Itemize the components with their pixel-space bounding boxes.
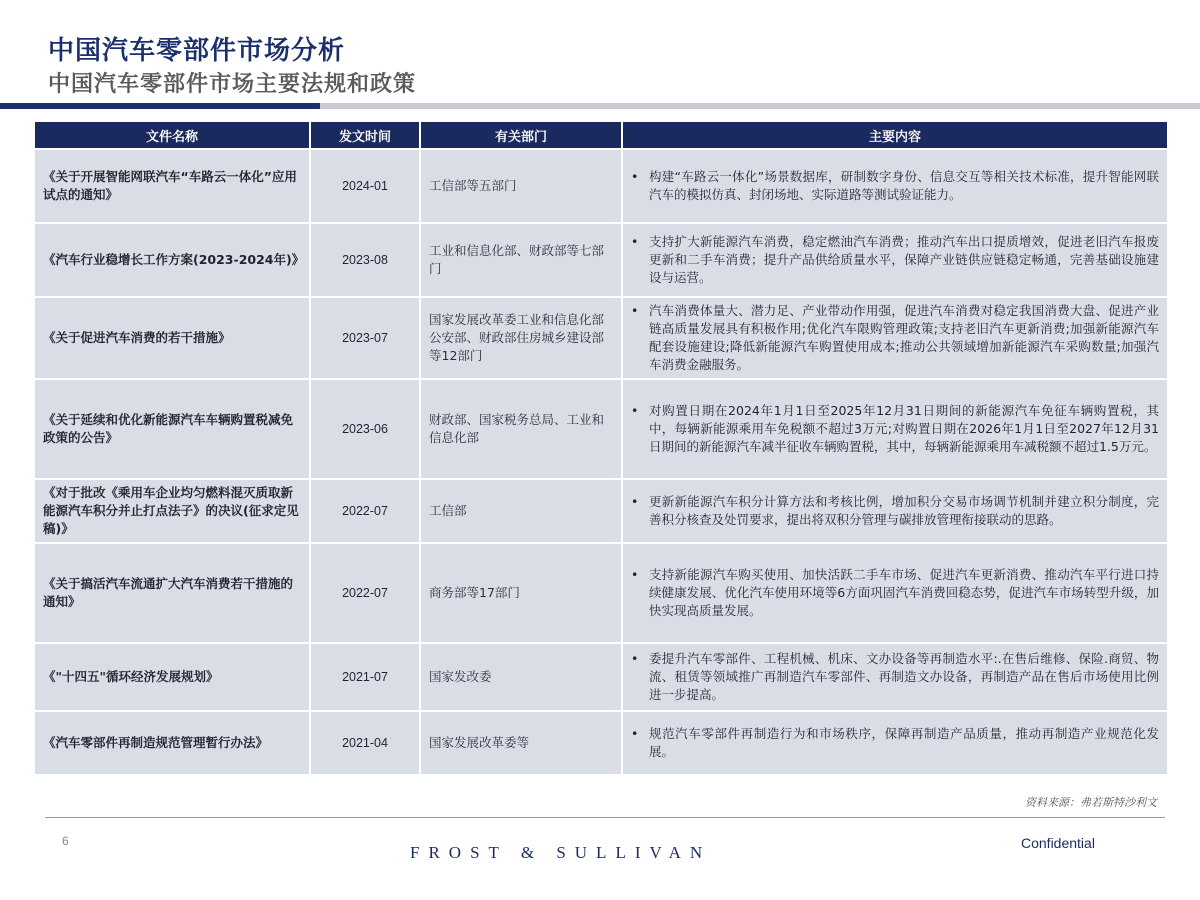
bullet-icon: • [631, 567, 639, 582]
document-name: 《汽车零部件再制造规范管理暂行办法》 [35, 712, 309, 774]
content-text: 更新新能源汽车积分计算方法和考核比例，增加积分交易市场调节机制并建立积分制度，完善积分核查及处罚要求，提出将双积分管理与碳排放管理衔接联动的思路。 [649, 494, 1159, 527]
department: 国家发展改革委工业和信息化部公安部、财政部住房城乡建设部等12部门 [421, 298, 621, 378]
column-header-department: 有关部门 [421, 122, 621, 148]
brand-logo: FROST & SULLIVAN [410, 843, 712, 862]
document-name: 《"十四五"循环经济发展规划》 [35, 644, 309, 710]
department: 财政部、国家税务总局、工业和信息化部 [421, 380, 621, 478]
confidential-label: Confidential [1021, 835, 1095, 851]
department: 国家发改委 [421, 644, 621, 710]
table-row [35, 298, 1167, 378]
bullet-icon: • [631, 403, 639, 418]
main-content [623, 712, 1167, 774]
bullet-icon: • [631, 726, 639, 741]
page-title: 中国汽车零部件市场分析 [48, 36, 346, 66]
content-text: 汽车消费体量大、潜力足、产业带动作用强，促进汽车消费对稳定我国消费大盘、促进产业链高质量发展具有积极作用;优化汽车限购管理政策;支持老旧汽车更新消费;加强新能源汽车配套设施建设;降低新能源汽车购置使用成本;推动公共领域增加新能源汽车采购数量;加强汽车消费金融服务。 [649, 303, 1159, 372]
bullet-icon: • [631, 303, 639, 318]
main-content [623, 298, 1167, 378]
table-row [35, 644, 1167, 710]
column-header-document: 文件名称 [35, 122, 309, 148]
document-name: 《关于开展智能网联汽车“车路云一体化”应用试点的通知》 [35, 150, 309, 222]
table-row [35, 150, 1167, 222]
document-name: 《汽车行业稳增长工作方案(2023-2024年)》 [35, 224, 309, 296]
table-header-row [35, 122, 1167, 148]
column-header-date: 发文时间 [311, 122, 419, 148]
issue-date: 2022-07 [311, 544, 419, 642]
main-content [623, 150, 1167, 222]
issue-date: 2023-08 [311, 224, 419, 296]
issue-date: 2021-04 [311, 712, 419, 774]
document-name: 《对于批改《乘用车企业均匀燃料混灭质取新能源汽车积分并止打点法子》的决议(征求定见稿)》 [35, 480, 309, 542]
table-row [35, 712, 1167, 774]
department: 商务部等17部门 [421, 544, 621, 642]
header-rule-accent [0, 103, 320, 109]
department: 国家发展改革委等 [421, 712, 621, 774]
document-name: 《关于延续和优化新能源汽车车辆购置税减免政策的公告》 [35, 380, 309, 478]
content-text: 构建“车路云一体化”场景数据库，研制数字身份、信息交互等相关技术标准，提升智能网联汽车的模拟仿真、封闭场地、实际道路等测试验证能力。 [649, 169, 1159, 202]
main-content [623, 480, 1167, 542]
document-name: 《关于促进汽车消费的若干措施》 [35, 298, 309, 378]
content-text: 对购置日期在2024年1月1日至2025年12月31日期间的新能源汽车免征车辆购置税，其中，每辆新能源乘用车免税额不超过3万元;对购置日期在2026年1月1日至2027年12月31日期间的新能源汽车减半征收车辆购置税，其中，每辆新能源乘用车减税额不超过1.5万元。 [649, 403, 1159, 454]
department: 工信部等五部门 [421, 150, 621, 222]
department: 工信部 [421, 480, 621, 542]
main-content [623, 224, 1167, 296]
issue-date: 2023-07 [311, 298, 419, 378]
table-row [35, 224, 1167, 296]
issue-date: 2021-07 [311, 644, 419, 710]
table-row [35, 480, 1167, 542]
content-text: 支持新能源汽车购买使用、加快活跃二手车市场、促进汽车更新消费、推动汽车平行进口持续健康发展、优化汽车使用环境等6方面巩固汽车消费回稳态势，促进汽车市场转型升级，加快实现高质量发展。 [649, 567, 1159, 618]
main-content [623, 644, 1167, 710]
column-header-content: 主要内容 [623, 122, 1167, 148]
document-name: 《关于搞活汽车流通扩大汽车消费若干措施的通知》 [35, 544, 309, 642]
issue-date: 2023-06 [311, 380, 419, 478]
source-note: 资料来源：弗若斯特沙利文 [1025, 796, 1157, 809]
main-content [623, 544, 1167, 642]
header-rule [320, 103, 1200, 109]
issue-date: 2022-07 [311, 480, 419, 542]
bullet-icon: • [631, 169, 639, 184]
footer-divider [45, 817, 1165, 818]
policy-table [33, 120, 1169, 776]
table-row [35, 380, 1167, 478]
table-row [35, 544, 1167, 642]
bullet-icon: • [631, 234, 639, 249]
bullet-icon: • [631, 651, 639, 666]
department: 工业和信息化部、财政部等七部门 [421, 224, 621, 296]
issue-date: 2024-01 [311, 150, 419, 222]
bullet-icon: • [631, 494, 639, 509]
page-subtitle: 中国汽车零部件市场主要法规和政策 [48, 71, 417, 97]
page-number: 6 [62, 834, 69, 848]
content-text: 支持扩大新能源汽车消费，稳定燃油汽车消费；推动汽车出口提质增效，促进老旧汽车报废更新和二手车消费；提升产品供给质量水平，保障产业链供应链稳定畅通，完善基础设施建设与运营。 [649, 234, 1159, 285]
content-text: 委提升汽车零部件、工程机械、机床、文办设备等再制造水平:.在售后维修、保险.商贸、物流、租赁等领域推广再制造汽车零部件、再制造文办设备，再制造产品在售后市场使用比例进一步提高。 [649, 651, 1159, 702]
content-text: 规范汽车零部件再制造行为和市场秩序，保障再制造产品质量，推动再制造产业规范化发展。 [649, 726, 1159, 759]
main-content [623, 380, 1167, 478]
